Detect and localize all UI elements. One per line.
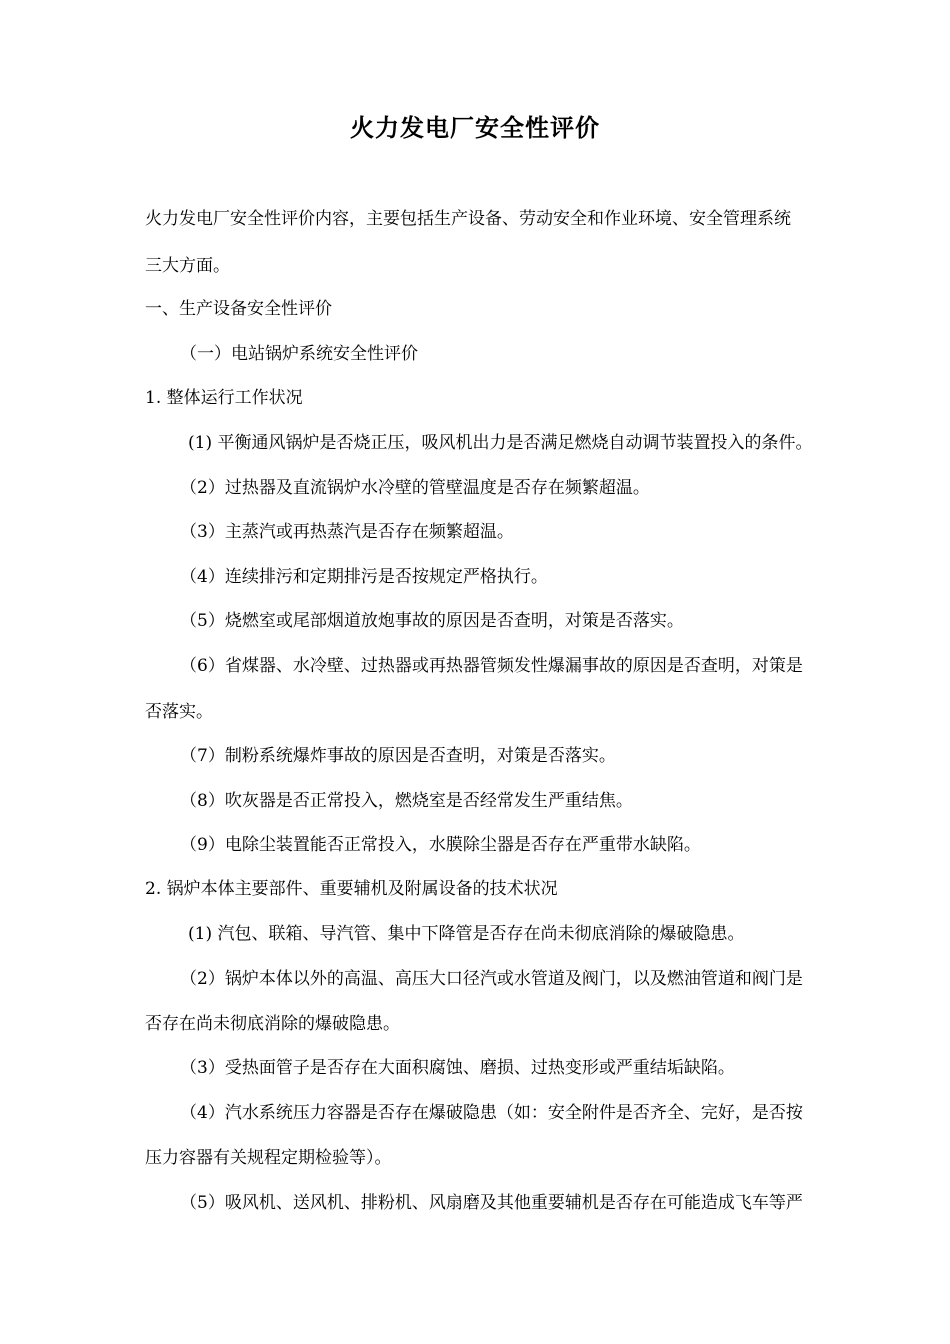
paragraph-line: （5）吸风机、送风机、排粉机、风扇磨及其他重要辅机是否存在可能造成飞车等严 <box>180 1193 803 1213</box>
paragraph-line: （8）吹灰器是否正常投入，燃烧室是否经常发生严重结焦。 <box>180 791 633 811</box>
paragraph-line: （4）汽水系统压力容器是否存在爆破隐患（如：安全附件是否齐全、完好，是否按 <box>180 1103 803 1123</box>
section-heading: 一、生产设备安全性评价 <box>145 299 332 319</box>
paragraph-line: （2）锅炉本体以外的高温、高压大口径汽或水管道及阀门，以及燃油管道和阀门是 <box>180 969 803 989</box>
paragraph-line-continuation: 压力容器有关规程定期检验等）。 <box>145 1148 392 1168</box>
document-title: 火力发电厂安全性评价 <box>350 113 600 142</box>
paragraph-line-continuation: 否落实。 <box>145 702 213 722</box>
paragraph-line-continuation: 否存在尚未彻底消除的爆破隐患。 <box>145 1014 400 1034</box>
paragraph-line: （7）制粉系统爆炸事故的原因是否查明，对策是否落实。 <box>180 746 616 766</box>
paragraph-line: （5）烧燃室或尾部烟道放炮事故的原因是否查明，对策是否落实。 <box>180 611 684 631</box>
subsection-heading: （一）电站锅炉系统安全性评价 <box>180 344 418 364</box>
paragraph-line: （9）电除尘装置能否正常投入，水膜除尘器是否存在严重带水缺陷。 <box>180 835 701 855</box>
paragraph-line: （6）省煤器、水冷壁、过热器或再热器管频发性爆漏事故的原因是否查明，对策是 <box>180 656 803 676</box>
paragraph-line: (1) 平衡通风锅炉是否烧正压，吸风机出力是否满足燃烧自动调节装置投入的条件。 <box>188 433 813 453</box>
paragraph-line: （4）连续排污和定期排污是否按规定严格执行。 <box>180 567 548 587</box>
item-heading-1: 1. 整体运行工作状况 <box>145 388 303 408</box>
paragraph-line: （3）受热面管子是否存在大面积腐蚀、磨损、过热变形或严重结垢缺陷。 <box>180 1058 735 1078</box>
intro-line-1: 火力发电厂安全性评价内容，主要包括生产设备、劳动安全和作业环境、安全管理系统 <box>145 209 791 229</box>
paragraph-line: （2）过热器及直流锅炉水冷壁的管壁温度是否存在频繁超温。 <box>180 478 650 498</box>
intro-line-2: 三大方面。 <box>145 256 230 276</box>
paragraph-line: （3）主蒸汽或再热蒸汽是否存在频繁超温。 <box>180 522 514 542</box>
item-heading-2: 2. 锅炉本体主要部件、重要辅机及附属设备的技术状况 <box>145 879 558 899</box>
paragraph-line: (1) 汽包、联箱、导汽管、集中下降管是否存在尚未彻底消除的爆破隐患。 <box>188 924 745 944</box>
